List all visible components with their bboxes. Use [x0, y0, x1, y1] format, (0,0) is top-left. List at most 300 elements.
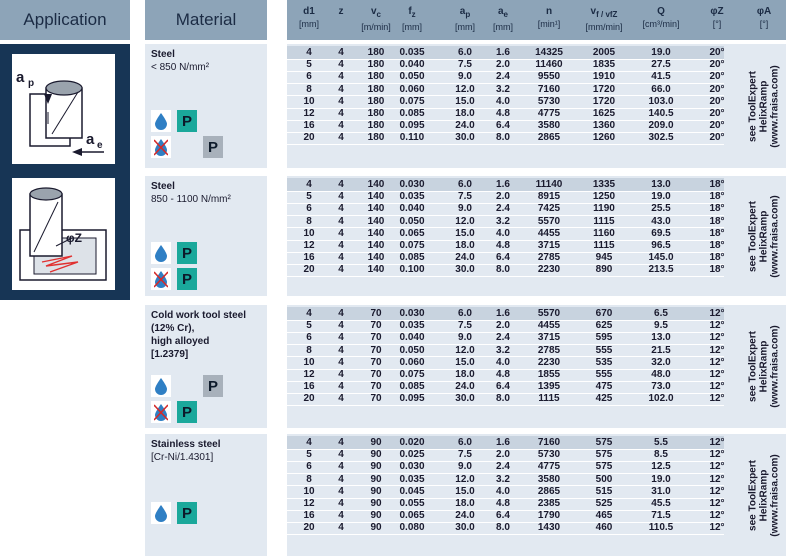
table-cell: 2.4 [496, 461, 510, 473]
table-cell: 4 [338, 179, 344, 190]
table-cell: 0.035 [399, 473, 425, 485]
column-header-main: v [370, 6, 377, 17]
toolexpert-note-line: HelixRamp [758, 469, 770, 521]
table-cell: 7.5 [458, 191, 472, 203]
table-cell: 6.5 [654, 308, 668, 319]
material-spec: 850 - 1100 N/mm² [151, 194, 231, 205]
material-group-p-badge: P [177, 110, 197, 132]
toolexpert-note-line: see ToolExpert [747, 70, 759, 142]
table-cell: 1855 [537, 369, 561, 380]
table-cell: 48.0 [651, 369, 671, 380]
table-cell: 6 [306, 332, 312, 344]
table-cell: 460 [595, 522, 613, 534]
column-header [757, 6, 771, 30]
table-cell: 4.8 [496, 240, 510, 251]
table-cell: 140 [367, 227, 385, 239]
column-header-unit: [min¹] [537, 19, 561, 29]
table-cell: 0.030 [399, 179, 425, 190]
table-row [287, 437, 737, 449]
table-cell: 12° [709, 473, 725, 485]
material-group-p-badge: P [177, 502, 197, 524]
table-cell: 0.030 [399, 461, 425, 473]
table-cell: 8 [306, 473, 312, 485]
parameter-headers [287, 0, 786, 40]
toolexpert-note-line: HelixRamp [758, 210, 770, 262]
table-cell: 140 [367, 215, 385, 227]
table-cell: 24.0 [455, 252, 475, 264]
table-cell: 180 [367, 120, 385, 132]
table-cell: 4 [338, 356, 344, 368]
table-cell: 4 [338, 264, 344, 276]
application-header-label: Application [23, 10, 107, 29]
ap-label: a [16, 69, 25, 86]
column-header-unit: [mm] [402, 22, 422, 32]
column-header-unit: [mm] [493, 22, 513, 32]
data-block [287, 176, 786, 296]
table-cell: 2.4 [496, 332, 510, 344]
table-cell: 13.0 [651, 332, 671, 344]
table-cell: 10 [303, 356, 315, 368]
table-cell: 0.095 [399, 120, 425, 132]
table-cell: 0.050 [399, 344, 425, 356]
table-cell: 140 [367, 191, 385, 203]
table-cell: 12° [709, 381, 725, 393]
column-header [493, 6, 513, 33]
column-header-unit: [°] [712, 19, 722, 29]
column-header [710, 6, 723, 30]
material-block [145, 434, 267, 556]
table-cell: 16 [303, 381, 315, 393]
table-cell: 625 [595, 320, 613, 332]
table-cell: 145.0 [648, 252, 674, 264]
application-panel [0, 44, 130, 300]
table-cell: 20 [303, 393, 315, 405]
material-group-p-badge: P [177, 268, 197, 290]
toolexpert-note-line: (www.fraisa.com) [769, 325, 781, 408]
table-cell: 4 [338, 449, 344, 461]
ap-sub-label: p [28, 78, 35, 89]
table-cell: 1160 [593, 227, 615, 239]
table-cell: 465 [595, 510, 613, 522]
table-cell: 4 [306, 47, 312, 58]
table-cell: 4 [338, 437, 344, 448]
table-cell: 4 [338, 47, 344, 58]
table-cell: 4 [338, 95, 344, 107]
table-cell: 2.4 [496, 71, 510, 83]
material-block [145, 176, 267, 296]
table-cell: 90 [370, 461, 382, 473]
table-row [287, 84, 737, 96]
ae-sub-label: e [97, 140, 103, 151]
table-cell: 8 [306, 83, 312, 95]
table-cell: 18° [709, 227, 725, 239]
table-row [287, 71, 737, 83]
table-cell: 8 [306, 344, 312, 356]
toolexpert-note-line: HelixRamp [758, 340, 770, 393]
table-cell: 4 [338, 344, 344, 356]
table-row [287, 216, 737, 228]
table-cell: 5 [306, 191, 312, 203]
table-cell: 4 [338, 510, 344, 522]
no-coolant-icon [151, 401, 171, 423]
table-row [287, 108, 737, 120]
table-cell: 12° [709, 320, 725, 332]
material-header [145, 0, 267, 40]
table-cell: 20° [709, 95, 725, 107]
table-cell: 4 [338, 381, 344, 393]
table-cell: 3.2 [496, 215, 510, 227]
table-cell: 1190 [593, 203, 615, 215]
table-cell: 8.0 [496, 132, 510, 144]
material-spec: high alloyed [151, 336, 210, 347]
table-cell: 4 [338, 485, 344, 497]
table-cell: 6.0 [458, 179, 472, 190]
material-title [151, 180, 231, 206]
table-cell: 0.035 [399, 320, 425, 332]
table-cell: 4 [338, 83, 344, 95]
table-cell: 0.100 [399, 264, 425, 276]
table-cell: 4 [338, 71, 344, 83]
table-cell: 70 [370, 381, 382, 393]
table-cell: 9.5 [654, 320, 668, 332]
table-cell: 575 [595, 449, 613, 461]
table-cell: 0.050 [399, 215, 425, 227]
coolant-row [151, 502, 197, 524]
table-cell: 4775 [537, 108, 561, 119]
table-cell: 0.060 [399, 356, 425, 368]
table-cell: 10 [303, 95, 315, 107]
table-cell: 140 [367, 203, 385, 215]
column-header [455, 6, 475, 33]
table-cell: 0.075 [399, 95, 425, 107]
side-milling-illustration [12, 54, 115, 164]
table-cell: 1430 [537, 522, 561, 534]
helix-ramp-icon [12, 178, 115, 290]
table-cell: 12.0 [455, 215, 475, 227]
table-cell: 0.075 [399, 369, 425, 380]
table-cell: 3580 [537, 120, 561, 132]
material-spec: < 850 N/mm² [151, 62, 210, 73]
table-cell: 7.5 [458, 449, 472, 461]
table-cell: 4 [338, 522, 344, 534]
toolexpert-note-line: (www.fraisa.com) [769, 64, 781, 148]
table-cell: 8.0 [496, 264, 510, 276]
table-cell: 90 [370, 473, 382, 485]
table-cell: 180 [367, 108, 385, 119]
table-cell: 15.0 [455, 95, 475, 107]
table-cell: 7425 [537, 203, 561, 215]
table-cell: 425 [595, 393, 613, 405]
toolexpert-note-line: see ToolExpert [747, 331, 759, 402]
table-cell: 6 [306, 461, 312, 473]
table-row [287, 486, 737, 498]
table-cell: 595 [595, 332, 613, 344]
table-cell: 15.0 [455, 485, 475, 497]
table-cell: 12° [709, 308, 725, 319]
table-cell: 6.4 [496, 120, 510, 132]
table-row [287, 357, 737, 369]
table-cell: 12° [709, 498, 725, 509]
table-cell: 9.0 [458, 461, 472, 473]
application-header [0, 0, 130, 40]
table-cell: 8.0 [496, 393, 510, 405]
table-cell: 0.020 [399, 437, 425, 448]
table-cell: 12° [709, 369, 725, 380]
table-cell: 1720 [592, 83, 616, 95]
table-cell: 13.0 [651, 179, 671, 190]
column-header-unit: [°] [759, 19, 769, 29]
table-cell: 5.5 [654, 437, 668, 448]
table-cell: 4 [338, 215, 344, 227]
table-cell: 475 [595, 381, 613, 393]
coolant-row [151, 268, 197, 290]
table-cell: 0.035 [399, 191, 425, 203]
column-header [538, 6, 561, 30]
table-cell: 30.0 [455, 522, 475, 534]
table-cell: 2005 [592, 47, 616, 58]
table-cell: 4.0 [496, 485, 510, 497]
column-header-main: φA [756, 6, 772, 17]
table-cell: 96.5 [651, 240, 671, 251]
table-row [287, 320, 737, 332]
table-cell: 213.5 [648, 264, 674, 276]
table-cell: 14325 [535, 47, 563, 58]
no-coolant-icon [151, 268, 171, 290]
table-row [287, 510, 737, 522]
toolexpert-note [749, 440, 779, 550]
table-cell: 12° [709, 449, 725, 461]
table-cell: 2.0 [496, 191, 510, 203]
table-cell: 20° [709, 83, 725, 95]
table-cell: 1250 [592, 191, 616, 203]
table-cell: 5570 [537, 308, 561, 319]
table-cell: 20° [709, 47, 725, 58]
column-header-main: d1 [303, 6, 315, 17]
table-cell: 140.5 [648, 108, 674, 119]
column-header-unit: [m/min] [361, 22, 391, 32]
column-header-unit: [mm/min] [585, 22, 623, 32]
table-cell: 103.0 [648, 95, 674, 107]
column-header-unit: [mm] [455, 22, 475, 32]
table-cell: 4 [338, 240, 344, 251]
table-cell: 4.0 [496, 227, 510, 239]
table-cell: 3.2 [496, 83, 510, 95]
table-cell: 66.0 [651, 83, 671, 95]
table-cell: 140 [367, 179, 385, 190]
table-cell: 4 [338, 252, 344, 264]
table-cell: 18.0 [455, 498, 475, 509]
table-cell: 302.5 [648, 132, 674, 144]
material-group-p-badge: P [177, 242, 197, 264]
table-cell: 2385 [537, 498, 561, 509]
table-row [287, 203, 737, 215]
table-cell: 0.085 [399, 108, 425, 119]
table-cell: 1360 [592, 120, 616, 132]
column-header-main: φZ [710, 6, 724, 17]
table-cell: 2230 [537, 356, 561, 368]
table-row [287, 132, 737, 144]
table-cell: 12° [709, 332, 725, 344]
material-title [151, 309, 246, 361]
table-cell: 30.0 [455, 264, 475, 276]
table-cell: 9550 [537, 71, 561, 83]
coolant-row [151, 110, 197, 132]
material-name: Steel [151, 181, 175, 192]
table-cell: 20° [709, 132, 725, 144]
table-cell: 180 [367, 59, 385, 71]
table-row [287, 345, 737, 357]
table-cell: 515 [595, 485, 613, 497]
table-cell: 0.060 [399, 83, 425, 95]
table-row [287, 522, 737, 534]
table-cell: 209.0 [648, 120, 674, 132]
toolexpert-note-line: see ToolExpert [747, 459, 759, 531]
column-header-unit: [cm³/min] [642, 19, 680, 29]
table-cell: 1115 [593, 240, 615, 251]
table-cell: 4455 [537, 320, 561, 332]
table-cell: 2865 [537, 485, 561, 497]
table-cell: 24.0 [455, 510, 475, 522]
column-header [586, 6, 623, 33]
table-cell: 69.5 [651, 227, 671, 239]
table-cell: 20 [303, 132, 315, 144]
water-drop-icon [151, 110, 171, 132]
toolexpert-note-line: (www.fraisa.com) [769, 453, 781, 537]
table-cell: 3580 [537, 473, 561, 485]
material-name: Stainless steel [151, 439, 221, 450]
table-cell: 30.0 [455, 393, 475, 405]
table-cell: 73.0 [651, 381, 671, 393]
table-cell: 5730 [537, 95, 561, 107]
row-divider [287, 144, 724, 145]
table-cell: 18.0 [455, 108, 475, 119]
table-row [287, 179, 737, 191]
table-cell: 0.045 [399, 485, 425, 497]
material-group-p-badge: P [203, 136, 223, 158]
table-cell: 90 [370, 449, 382, 461]
table-cell: 0.040 [399, 59, 425, 71]
table-cell: 0.040 [399, 203, 425, 215]
table-cell: 18.0 [455, 240, 475, 251]
table-cell: 18° [709, 215, 725, 227]
data-block [287, 305, 786, 428]
table-row [287, 120, 737, 132]
table-cell: 140 [367, 240, 385, 251]
table-cell: 2865 [537, 132, 561, 144]
phiz-label: φZ [66, 231, 82, 245]
table-cell: 9.0 [458, 203, 472, 215]
table-cell: 0.035 [399, 47, 425, 58]
table-row [287, 191, 737, 203]
column-header-main: a [459, 6, 466, 17]
table-cell: 12° [709, 461, 725, 473]
table-cell: 0.050 [399, 71, 425, 83]
table-cell: 12 [303, 108, 315, 119]
material-block [145, 305, 267, 428]
table-cell: 4 [338, 320, 344, 332]
table-cell: 6 [306, 71, 312, 83]
material-name: Cold work tool steel [151, 310, 247, 321]
table-cell: 4 [338, 203, 344, 215]
water-drop-icon [151, 375, 171, 397]
material-spec: [1.2379] [151, 349, 189, 360]
table-row [287, 308, 737, 320]
table-cell: 8915 [537, 191, 561, 203]
table-cell: 2785 [537, 252, 561, 264]
table-cell: 12° [709, 344, 725, 356]
table-cell: 1.6 [496, 308, 510, 319]
table-cell: 6.4 [496, 252, 510, 264]
table-cell: 3.2 [496, 344, 510, 356]
table-cell: 1115 [593, 215, 615, 227]
toolexpert-note [749, 50, 779, 162]
table-cell: 4.0 [496, 356, 510, 368]
material-spec: (12% Cr), [151, 323, 195, 334]
table-cell: 3715 [537, 332, 561, 344]
table-cell: 2.0 [496, 449, 510, 461]
table-cell: 4 [338, 473, 344, 485]
table-cell: 180 [367, 132, 385, 144]
table-row [287, 474, 737, 486]
coolant-row [151, 375, 223, 397]
toolexpert-note-text [748, 454, 781, 536]
table-cell: 90 [370, 510, 382, 522]
data-block [287, 434, 786, 556]
table-row [287, 332, 737, 344]
table-cell: 0.030 [399, 308, 425, 319]
row-divider [287, 405, 724, 406]
table-cell: 32.0 [651, 356, 671, 368]
table-cell: 90 [370, 522, 382, 534]
table-cell: 16 [303, 120, 315, 132]
data-block [287, 44, 786, 168]
table-cell: 3.2 [496, 473, 510, 485]
material-group-p-badge: P [177, 401, 197, 423]
table-cell: 5 [306, 449, 312, 461]
table-cell: 4 [338, 120, 344, 132]
table-cell: 1.6 [496, 437, 510, 448]
table-cell: 4.8 [496, 498, 510, 509]
table-cell: 4.0 [496, 95, 510, 107]
table-cell: 670 [595, 308, 613, 319]
table-cell: 4 [306, 179, 312, 190]
table-cell: 8 [306, 215, 312, 227]
table-cell: 6.4 [496, 381, 510, 393]
table-row [287, 96, 737, 108]
table-cell: 19.0 [651, 473, 671, 485]
column-header-main: Q [657, 6, 665, 17]
table-row [287, 369, 737, 381]
table-cell: 4.8 [496, 108, 510, 119]
table-cell: 20° [709, 120, 725, 132]
table-cell: 24.0 [455, 381, 475, 393]
table-row [287, 393, 737, 405]
table-cell: 1625 [592, 108, 616, 119]
table-cell: 6.0 [458, 437, 472, 448]
table-cell: 4.8 [496, 369, 510, 380]
table-cell: 7160 [537, 83, 561, 95]
table-cell: 2230 [537, 264, 561, 276]
table-row [287, 228, 737, 240]
table-row [287, 240, 737, 252]
side-milling-icon [12, 54, 115, 164]
toolexpert-note-line: (www.fraisa.com) [769, 194, 781, 278]
table-cell: 12.0 [455, 473, 475, 485]
toolexpert-note-line: see ToolExpert [747, 200, 759, 272]
table-cell: 18° [709, 179, 725, 190]
table-cell: 6.0 [458, 47, 472, 58]
table-cell: 71.5 [651, 510, 671, 522]
